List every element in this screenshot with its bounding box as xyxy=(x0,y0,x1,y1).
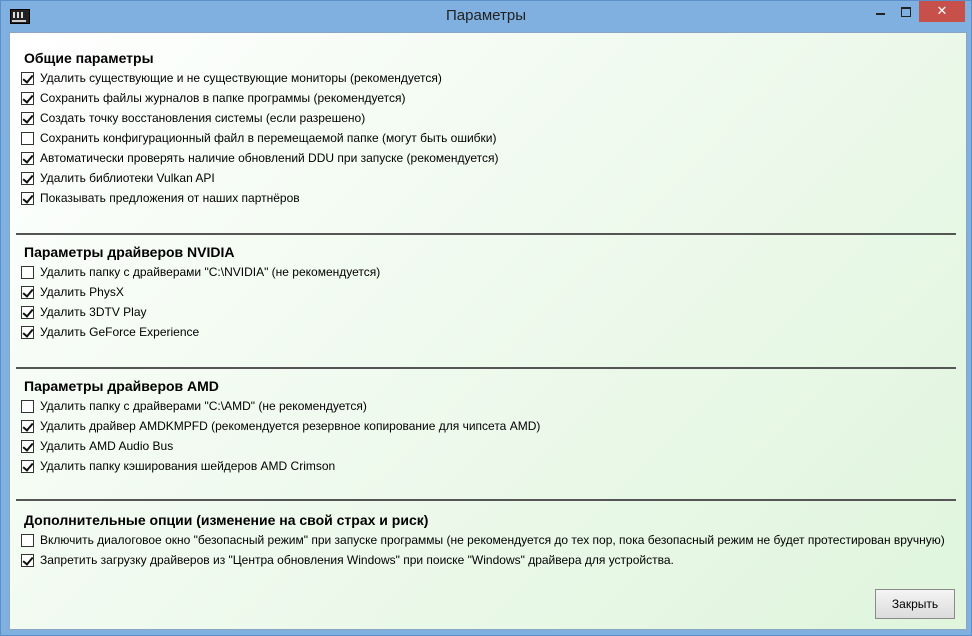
checkbox-label: Удалить папку кэширования шейдеров AMD Crimson xyxy=(40,459,336,473)
checkbox-label: Сохранить файлы журналов в папке программы (рекомендуется) xyxy=(40,91,406,105)
checkbox-remove-monitors[interactable] xyxy=(21,69,442,87)
checkbox-box[interactable] xyxy=(21,460,34,473)
checkbox-partner-offers[interactable] xyxy=(21,189,300,207)
checkbox-label: Удалить существующие и не существующие мониторы (рекомендуется) xyxy=(40,71,442,85)
checkbox-label: Удалить AMD Audio Bus xyxy=(40,439,174,453)
checkbox-remove-nvidia-folder[interactable] xyxy=(21,263,380,281)
checkbox-label: Удалить GeForce Experience xyxy=(40,325,200,339)
checkbox-box[interactable] xyxy=(21,306,34,319)
close-button[interactable]: Закрыть xyxy=(875,589,955,619)
checkbox-box[interactable] xyxy=(21,420,34,433)
checkbox-label: Запретить загрузку драйверов из "Центра обновления Windows" при поиске "Windows" драйвера для устройства. xyxy=(40,553,674,567)
checkbox-label: Удалить папку с драйверами "C:\NVIDIA" (не рекомендуется) xyxy=(40,265,381,279)
checkbox-block-windows-update-drivers[interactable] xyxy=(21,551,674,569)
checkbox-label: Создать точку восстановления системы (если разрешено) xyxy=(40,111,366,125)
checkbox-box[interactable] xyxy=(21,112,34,125)
checkbox-label: Сохранить конфигурационный файл в перемещаемой папке (могут быть ошибки) xyxy=(40,131,497,145)
checkbox-label: Удалить PhysX xyxy=(40,285,124,299)
checkbox-box[interactable] xyxy=(21,326,34,339)
checkbox-remove-3dtv[interactable] xyxy=(21,303,147,321)
checkbox-label: Включить диалоговое окно "безопасный режим" при запуске программы (не рекомендуется до тех пор, пока безопасный режим не будет протестирован вручную) xyxy=(40,533,945,547)
section-divider xyxy=(16,233,956,235)
checkbox-remove-amd-folder[interactable] xyxy=(21,397,367,415)
checkbox-box[interactable] xyxy=(21,440,34,453)
checkbox-remove-shader-cache[interactable] xyxy=(21,457,335,475)
section-title-amd: Параметры драйверов AMD xyxy=(24,378,219,394)
minimize-button[interactable] xyxy=(867,1,893,22)
checkbox-remove-vulkan[interactable] xyxy=(21,169,215,187)
section-title-nvidia: Параметры драйверов NVIDIA xyxy=(24,244,235,260)
section-divider xyxy=(16,499,956,501)
checkbox-safe-mode-dialog[interactable] xyxy=(21,531,945,549)
checkbox-remove-physx[interactable] xyxy=(21,283,124,301)
checkbox-box[interactable] xyxy=(21,72,34,85)
maximize-icon xyxy=(901,7,911,17)
title-bar[interactable] xyxy=(1,1,971,32)
checkbox-label: Автоматически проверять наличие обновлений DDU при запуске (рекомендуется) xyxy=(40,151,499,165)
checkbox-restore-point[interactable] xyxy=(21,109,365,127)
checkbox-check-updates[interactable] xyxy=(21,149,498,167)
close-window-button[interactable] xyxy=(919,1,965,22)
checkbox-box[interactable] xyxy=(21,152,34,165)
settings-panel xyxy=(9,32,967,630)
checkbox-remove-amd-audio-bus[interactable] xyxy=(21,437,173,455)
checkbox-save-logs[interactable] xyxy=(21,89,405,107)
checkbox-box[interactable] xyxy=(21,400,34,413)
checkbox-box[interactable] xyxy=(21,286,34,299)
minimize-icon xyxy=(876,13,885,15)
section-title-general: Общие параметры xyxy=(24,50,154,66)
checkbox-box[interactable] xyxy=(21,554,34,567)
section-title-advanced: Дополнительные опции (изменение на свой страх и риск) xyxy=(24,512,429,528)
checkbox-box[interactable] xyxy=(21,266,34,279)
checkbox-box[interactable] xyxy=(21,132,34,145)
checkbox-remove-amdkmpfd[interactable] xyxy=(21,417,540,435)
checkbox-box[interactable] xyxy=(21,92,34,105)
checkbox-label: Удалить папку с драйверами "C:\AMD" (не рекомендуется) xyxy=(40,399,367,413)
section-divider xyxy=(16,367,956,369)
checkbox-roaming-config[interactable] xyxy=(21,129,497,147)
checkbox-box[interactable] xyxy=(21,192,34,205)
checkbox-label: Показывать предложения от наших партнёров xyxy=(40,191,300,205)
maximize-button[interactable] xyxy=(893,1,919,22)
checkbox-remove-geforce-experience[interactable] xyxy=(21,323,199,341)
window-title: Параметры xyxy=(446,7,526,24)
checkbox-label: Удалить библиотеки Vulkan API xyxy=(40,171,215,185)
checkbox-box[interactable] xyxy=(21,534,34,547)
checkbox-label: Удалить драйвер AMDKMPFD (рекомендуется резервное копирование для чипсета AMD) xyxy=(40,419,541,433)
checkbox-label: Удалить 3DTV Play xyxy=(40,305,147,319)
checkbox-box[interactable] xyxy=(21,172,34,185)
close-icon: ✕ xyxy=(936,3,948,18)
